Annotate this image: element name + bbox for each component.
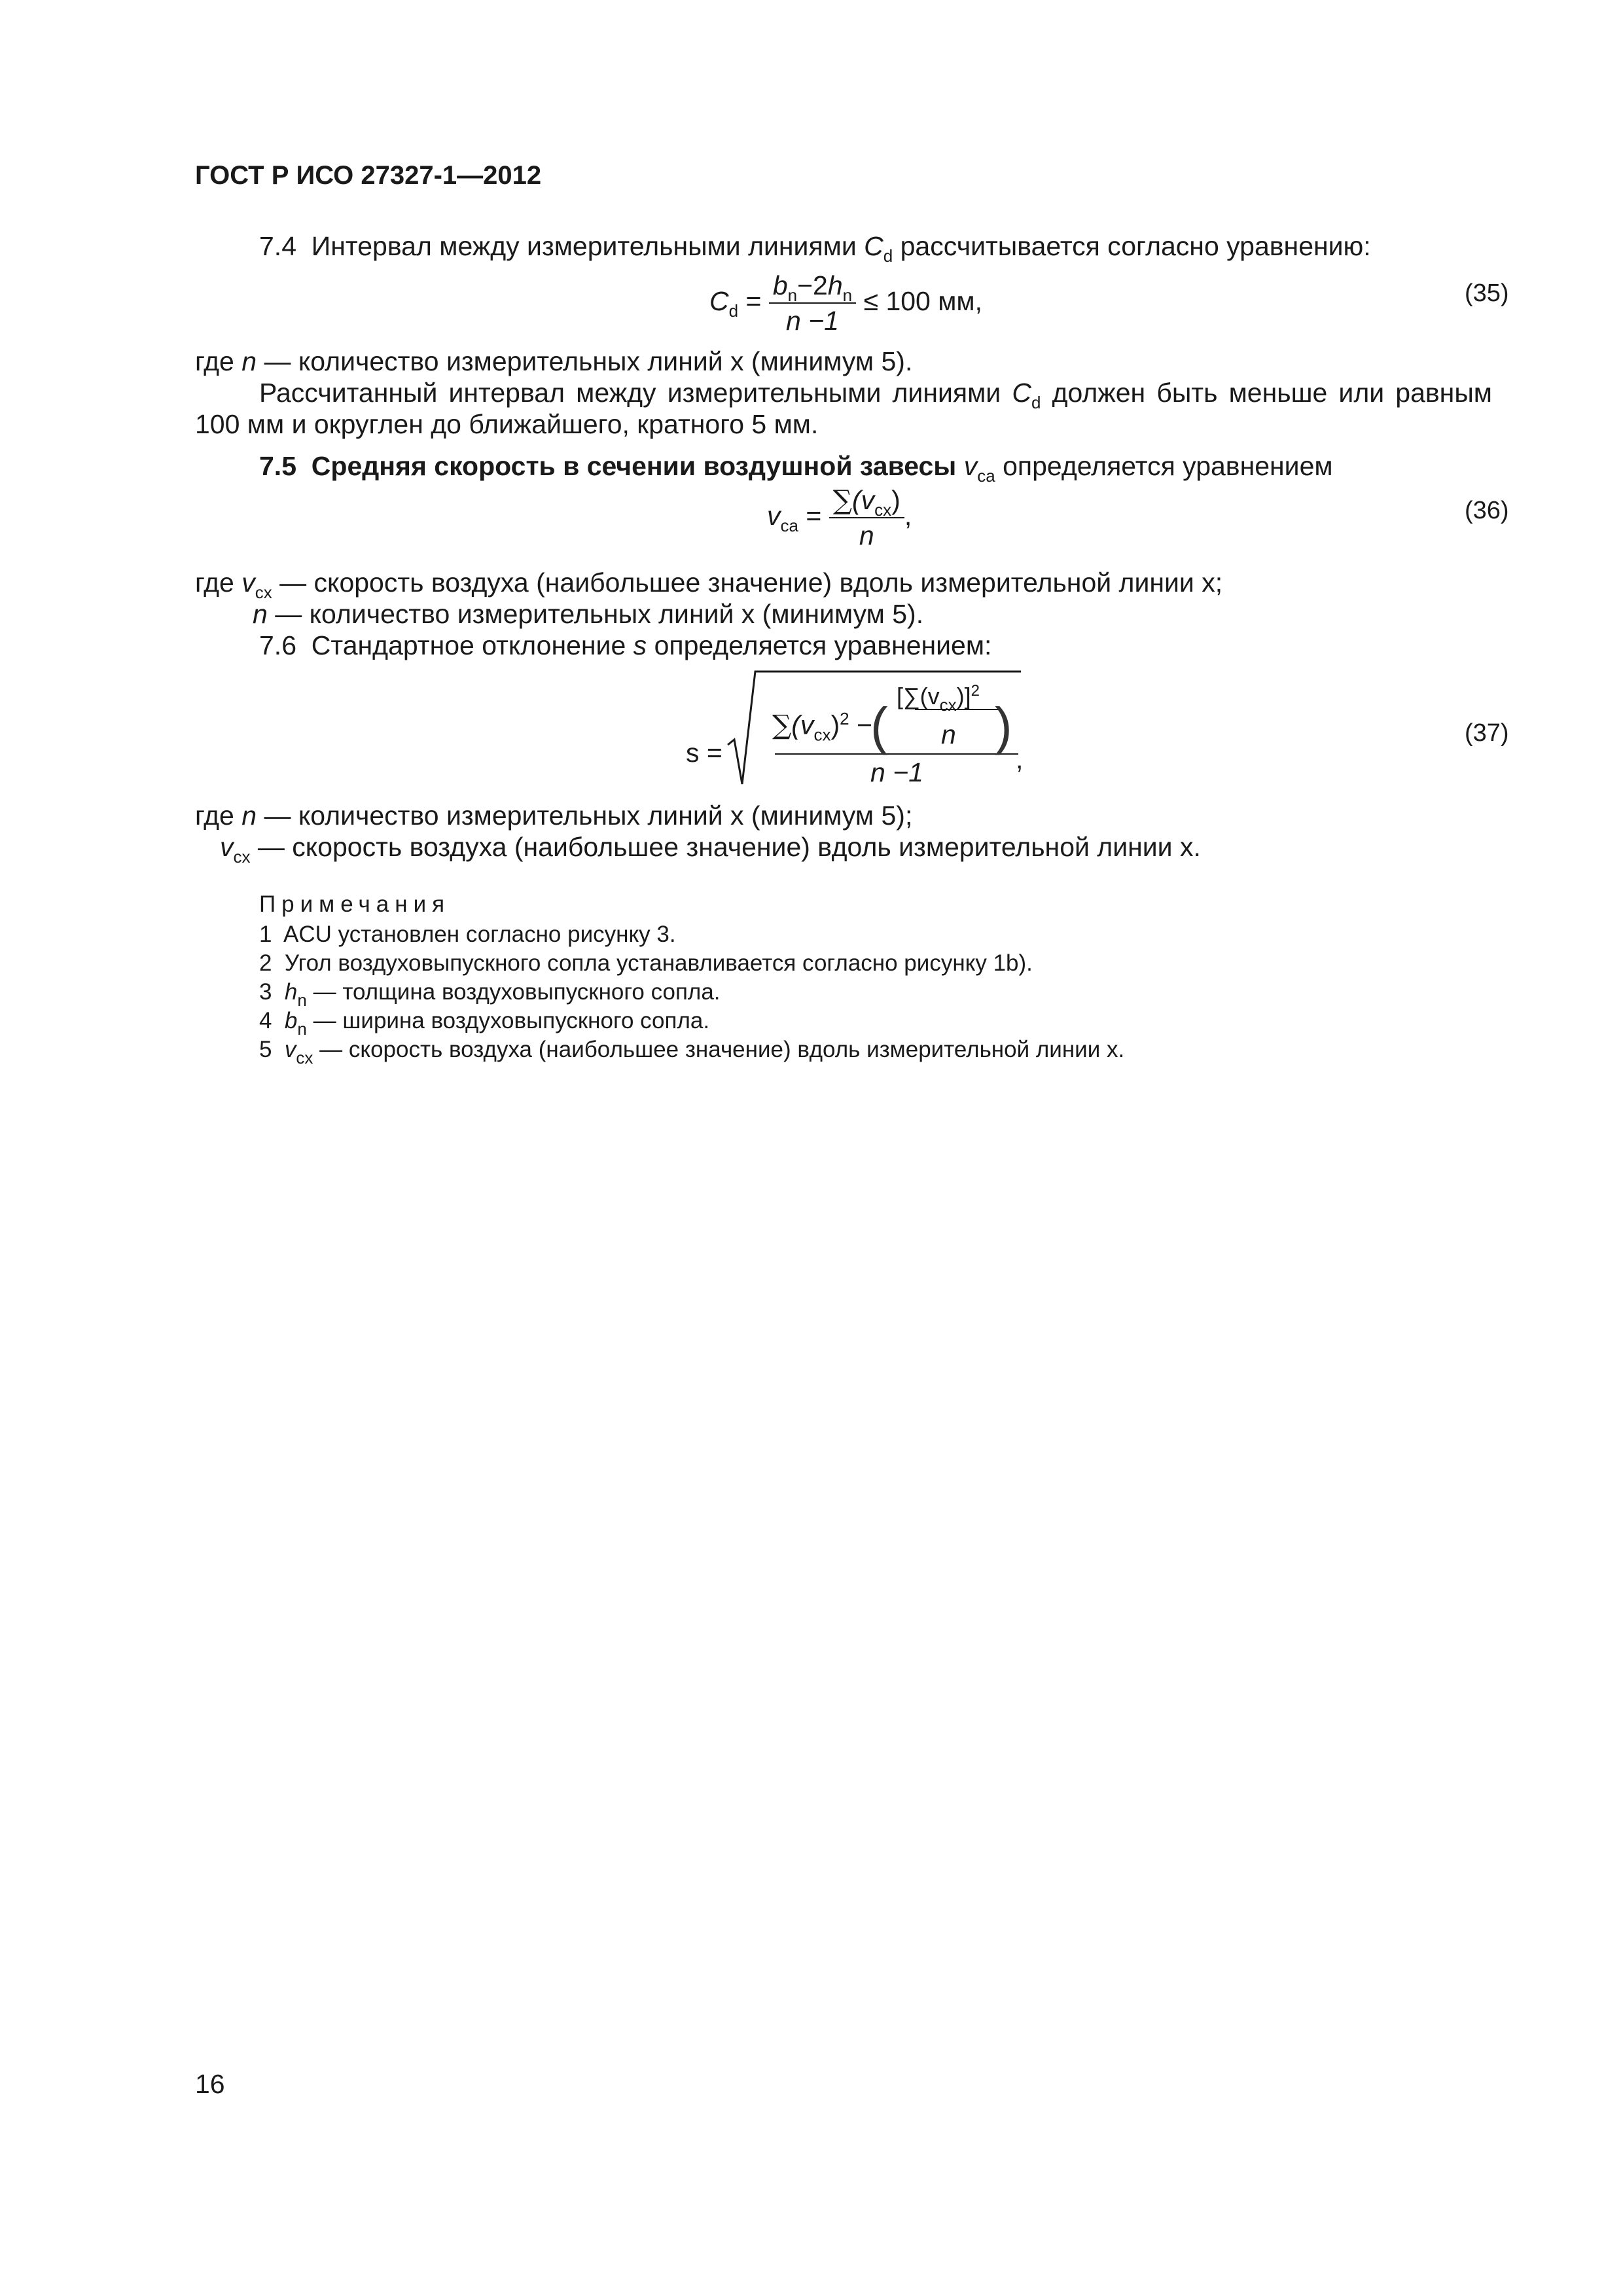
- eq37-term1: $\sum(v_{cx})^2$ −: [772, 709, 872, 745]
- page-number: 16: [195, 2069, 225, 2099]
- equation-35: $C_d$ = $\frac{b_n-2h_n}{n -1}$ ≤ 100 мм,: [709, 270, 983, 336]
- left-paren: (: [870, 697, 888, 755]
- equation-number-35: (35): [1465, 279, 1509, 307]
- note-item: 4 $b_n$ — ширина воздуховыпускного сопла.: [259, 1008, 710, 1039]
- equation-number-37: (37): [1465, 719, 1509, 747]
- section-number: 7.4: [259, 231, 296, 261]
- section-7-4: 7.4 Интервал между измерительными линиями $C_d$ рассчитывается согласно уравнению:: [259, 231, 1371, 266]
- fraction: $\frac{b_n-2h_n}{n -1}$: [769, 270, 856, 336]
- note-item: 1 ACU установлен согласно рисунку 3.: [259, 922, 676, 947]
- eq37-inner-numerator: $[\sum(v_{cx})]^2$: [897, 682, 980, 715]
- section-7-5: 7.5 Средняя скорость в сечении воздушной завесы $v_{ca}$ определяется уравнением: [259, 451, 1333, 486]
- paragraph-interval: Рассчитанный интервал между измерительными линиями $C_d$ должен быть меньше или равным 100 мм и округлен до ближайшего, кратного 5 мм.: [195, 378, 1492, 439]
- where-clause-37-line-2: $v_{cx}$ — скорость воздуха (наибольшее значение) вдоль измерительной линии x.: [220, 832, 1201, 867]
- note-item: 5 $v_{cx}$ — скорость воздуха (наибольшее значение) вдоль измерительной линии x.: [259, 1037, 1125, 1067]
- document-header: ГОСТ Р ИСО 27327-1—2012: [195, 161, 542, 190]
- right-paren: ): [995, 697, 1012, 755]
- notes-title: Примечания: [259, 891, 451, 917]
- where-clause-36-line-2: n — количество измерительных линий x (минимум 5).: [253, 599, 924, 629]
- note-item: 3 $h_n$ — толщина воздуховыпускного сопла.: [259, 979, 721, 1010]
- note-item: 2 Угол воздуховыпускного сопла устанавливается согласно рисунку 1b).: [259, 950, 1033, 976]
- fraction: $\frac{\sum(v_{cx})}{n}$: [829, 484, 904, 551]
- equation-37: s = $\sum(v_{cx})^2$ − ( $[\sum(v_{cx})]^2$ n ) n −1 ,: [681, 668, 1021, 792]
- equation-36: $v_{ca}$ = $\frac{\sum(v_{cx})}{n}$ ,: [767, 484, 912, 550]
- where-clause-35: где n — количество измерительных линий x (минимум 5).: [195, 346, 913, 376]
- equation-number-36: (36): [1465, 497, 1509, 524]
- where-clause-36: где $v_{cx}$ — скорость воздуха (наибольшее значение) вдоль измерительной линии x;: [195, 567, 1223, 602]
- where-clause-37: где n — количество измерительных линий x (минимум 5);: [195, 800, 913, 831]
- section-7-6: 7.6 Стандартное отклонение s определяется уравнением:: [259, 630, 992, 660]
